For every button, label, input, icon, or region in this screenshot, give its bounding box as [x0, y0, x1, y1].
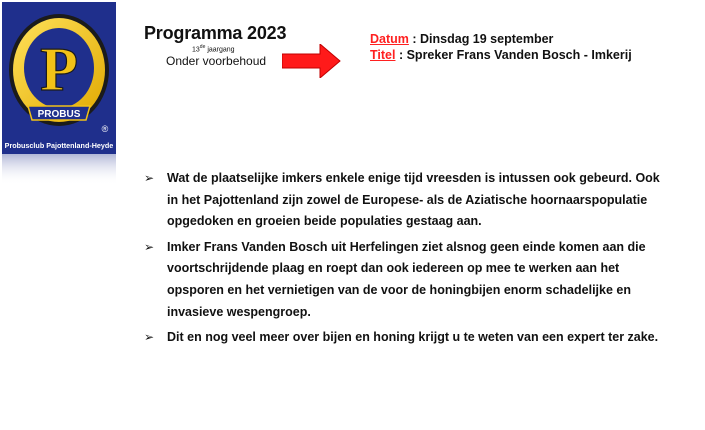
year-suffix: de [199, 44, 206, 50]
date-line [370, 31, 632, 47]
title-line [370, 47, 632, 63]
date-label: Datum [370, 32, 409, 46]
bullet-text: Imker Frans Vanden Bosch uit Herfelingen ziet alsnog geen einde komen aan die voortschrijdende plaag en roept dan ook iedereen op mee te werken aan het opsporen en het vernietigen van de voor de honingbijen enorm schadelijke en invasieve wespengroep. [167, 239, 646, 319]
year-word: jaargang [207, 46, 235, 54]
probus-logo [2, 2, 116, 185]
arrow-bullet-icon: ➢ [144, 171, 155, 185]
bullet-text: Dit en nog veel meer over bijen en honing krijgt u te weten van een expert ter zake. [167, 330, 659, 345]
year-number: 13 [192, 46, 200, 54]
list-item [144, 168, 664, 233]
logo-letter: P [40, 36, 78, 104]
disclaimer: Onder voorbehoud [166, 54, 267, 69]
arrow-bullet-icon: ➢ [144, 239, 155, 254]
registered-mark: ® [101, 124, 109, 134]
page-title: Programma 2023 [144, 23, 287, 43]
title-label: Titel [370, 48, 396, 62]
list-item [144, 327, 664, 349]
right-arrow-icon [282, 44, 342, 78]
probus-logo-graphic [2, 2, 116, 185]
bullet-text: Wat de plaatselijke imkers enkele enige tijd vreesden is intussen ook gebeurd. Ook in het Pajottenland zijn zowel de Europese- als de Aziatische hoornaarspopulatie opgedoken en groeien beide populaties gestaag aan. [167, 171, 660, 229]
date-value: : Dinsdag 19 september [408, 32, 554, 46]
bullet-list [144, 168, 664, 353]
program-header [144, 22, 294, 68]
arrow-bullet-icon: ➢ [144, 330, 155, 345]
list-item [144, 237, 664, 323]
year-line [192, 43, 294, 54]
title-value: : Spreker Frans Vanden Bosch - Imkerij [395, 48, 632, 62]
logo-banner-text: PROBUS [37, 109, 81, 120]
event-details [370, 31, 632, 63]
club-name: Probusclub Pajottenland-Heyde [4, 141, 114, 150]
